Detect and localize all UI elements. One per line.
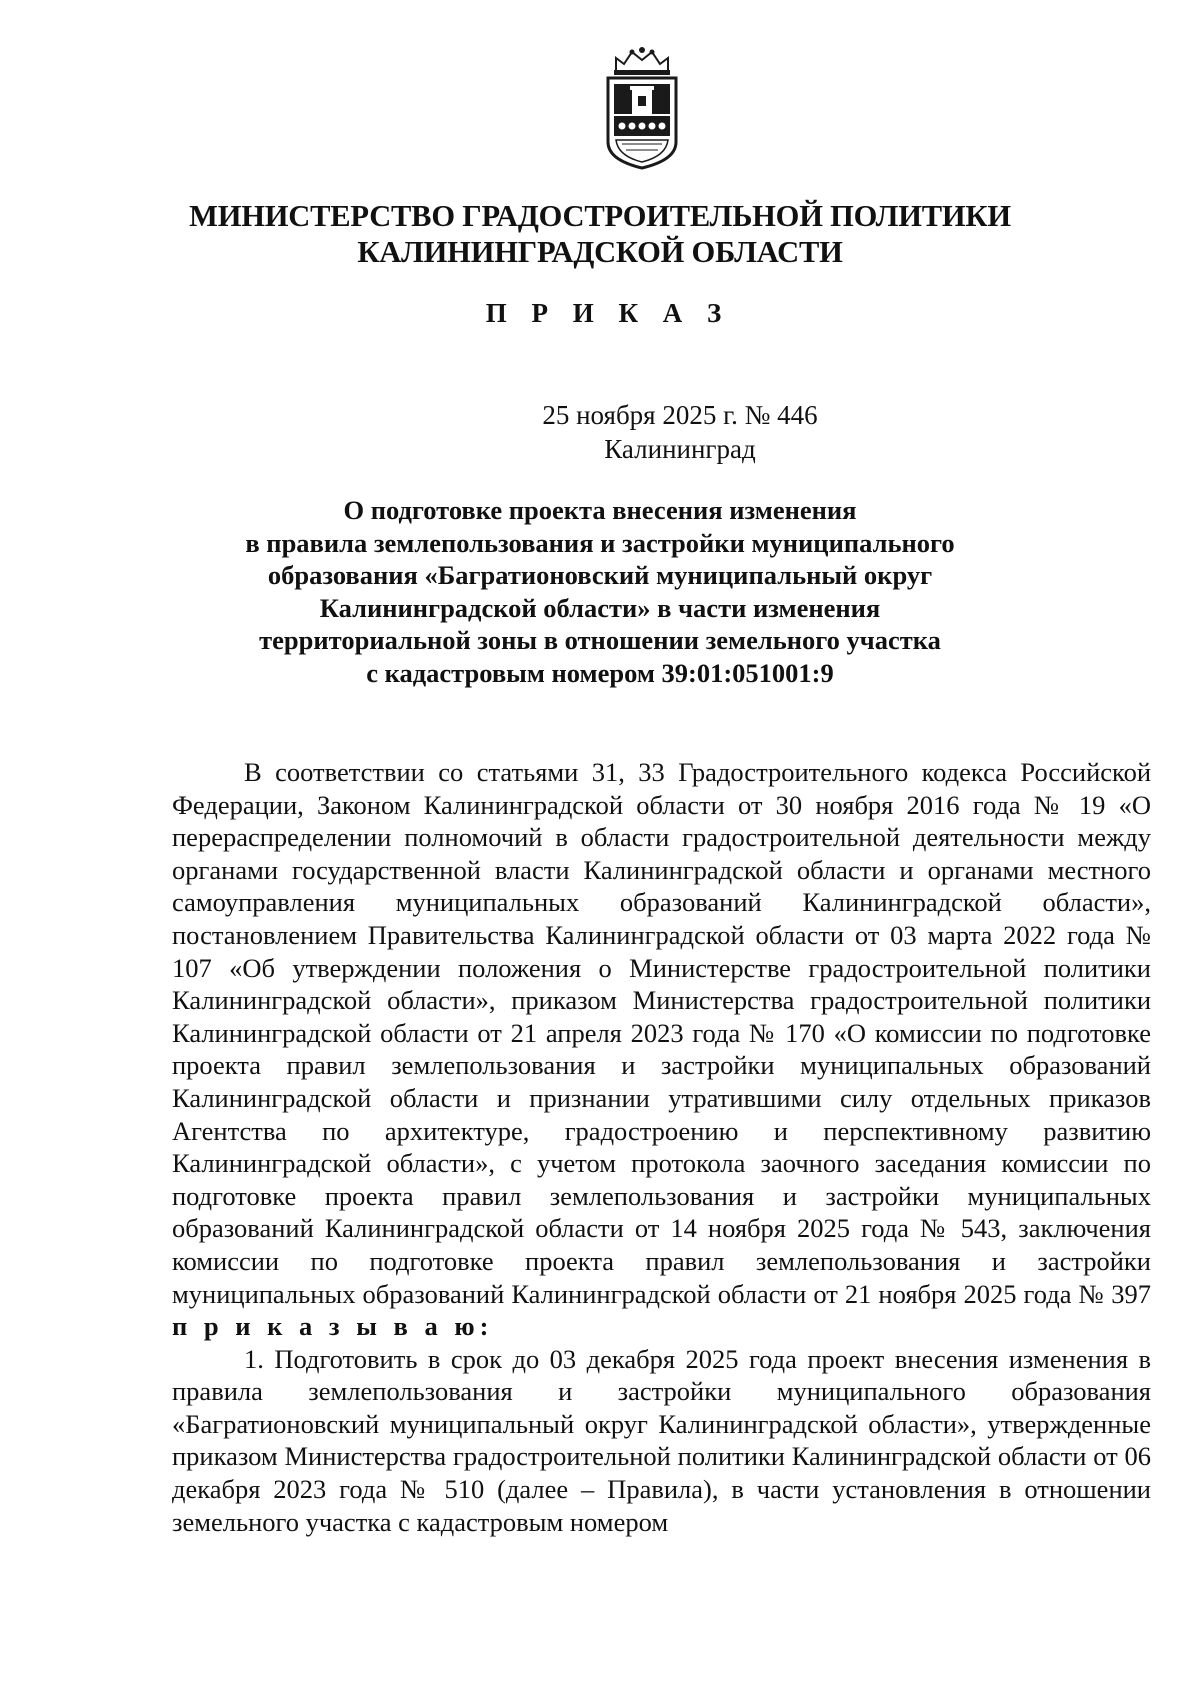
subject-line: О подготовке проекта внесения изменения	[343, 495, 857, 525]
date-and-place	[80, 398, 1200, 466]
subject-line: с кадастровым номером 39:01:051001:9	[366, 657, 834, 688]
ministry-line-1: МИНИСТЕРСТВО ГРАДОСТРОИТЕЛЬНОЙ ПОЛИТИКИ	[189, 199, 1011, 233]
ministry-line-2: КАЛИНИНГРАДСКОЙ ОБЛАСТИ	[357, 235, 843, 269]
preamble-text: В соответствии со статьями 31, 33 Градостроительного кодекса Российской Федерации, Законом Калининградской области от 30 ноября 2016 года № 19 «О перераспределении полномочий в области градостроительной деятельности между органами государственной власти Калининградской области и органами местного самоуправления муниципальных образований Калининградской области», постановлением Правительства Калининградской области от 03 марта 2022 года № 107 «Об утверждении положения о Министерстве градостроительной политики Калининградской области», приказом Министерства градостроительной политики Калининградской области от 21 апреля 2023 года № 170 «О комиссии по подготовке проекта правил землепользования и застройки муниципальных образований Калининградской области и признании утратившими силу отдельных приказов Агентства по архитектуре, градостроению и перспективному развитию Калининградской области», с учетом протокола заочного заседания комиссии по подготовке проекта правил землепользования и застройки муниципальных образований Калининградской области от 14 ноября 2025 года № 543, заключения комиссии по подготовке проекта правил землепользования и застройки муниципальных образований Калининградской области от 21 ноября 2025 года № 397	[172, 757, 1151, 1309]
subject-line: образования «Багратионовский муниципальный округ	[267, 560, 933, 590]
subject-line: территориальной зоны в отношении земельного участка	[259, 625, 941, 655]
document-type-title: П Р И К А З	[485, 298, 731, 328]
order-subject	[0, 494, 1200, 689]
order-body	[172, 756, 1151, 1538]
kaliningrad-coat-of-arms-icon	[592, 46, 692, 172]
preamble-paragraph	[172, 756, 1151, 1343]
item-1-text: 1. Подготовить в срок до 03 декабря 2025 года проект внесения изменения в правила землепользования и застройки муниципального образования «Багратионовский муниципальный округ Калининградской области», утвержденные приказом Министерства градостроительной политики Калининградской области от 06 декабря 2023 года № 510 (далее – Правила), в части установления в отношении земельного участка с кадастровым номером	[172, 1343, 1151, 1537]
order-date-number: 25 ноября 2025 г. № 446	[542, 400, 818, 430]
ministry-name	[0, 198, 1200, 270]
order-word: п р и к а з ы в а ю:	[172, 1311, 494, 1342]
order-city: Калининград	[604, 434, 756, 464]
subject-line: Калининградской области» в части изменения	[319, 592, 881, 623]
item-1-paragraph	[172, 1343, 1151, 1539]
subject-line: в правила землепользования и застройки муниципального	[245, 527, 955, 558]
